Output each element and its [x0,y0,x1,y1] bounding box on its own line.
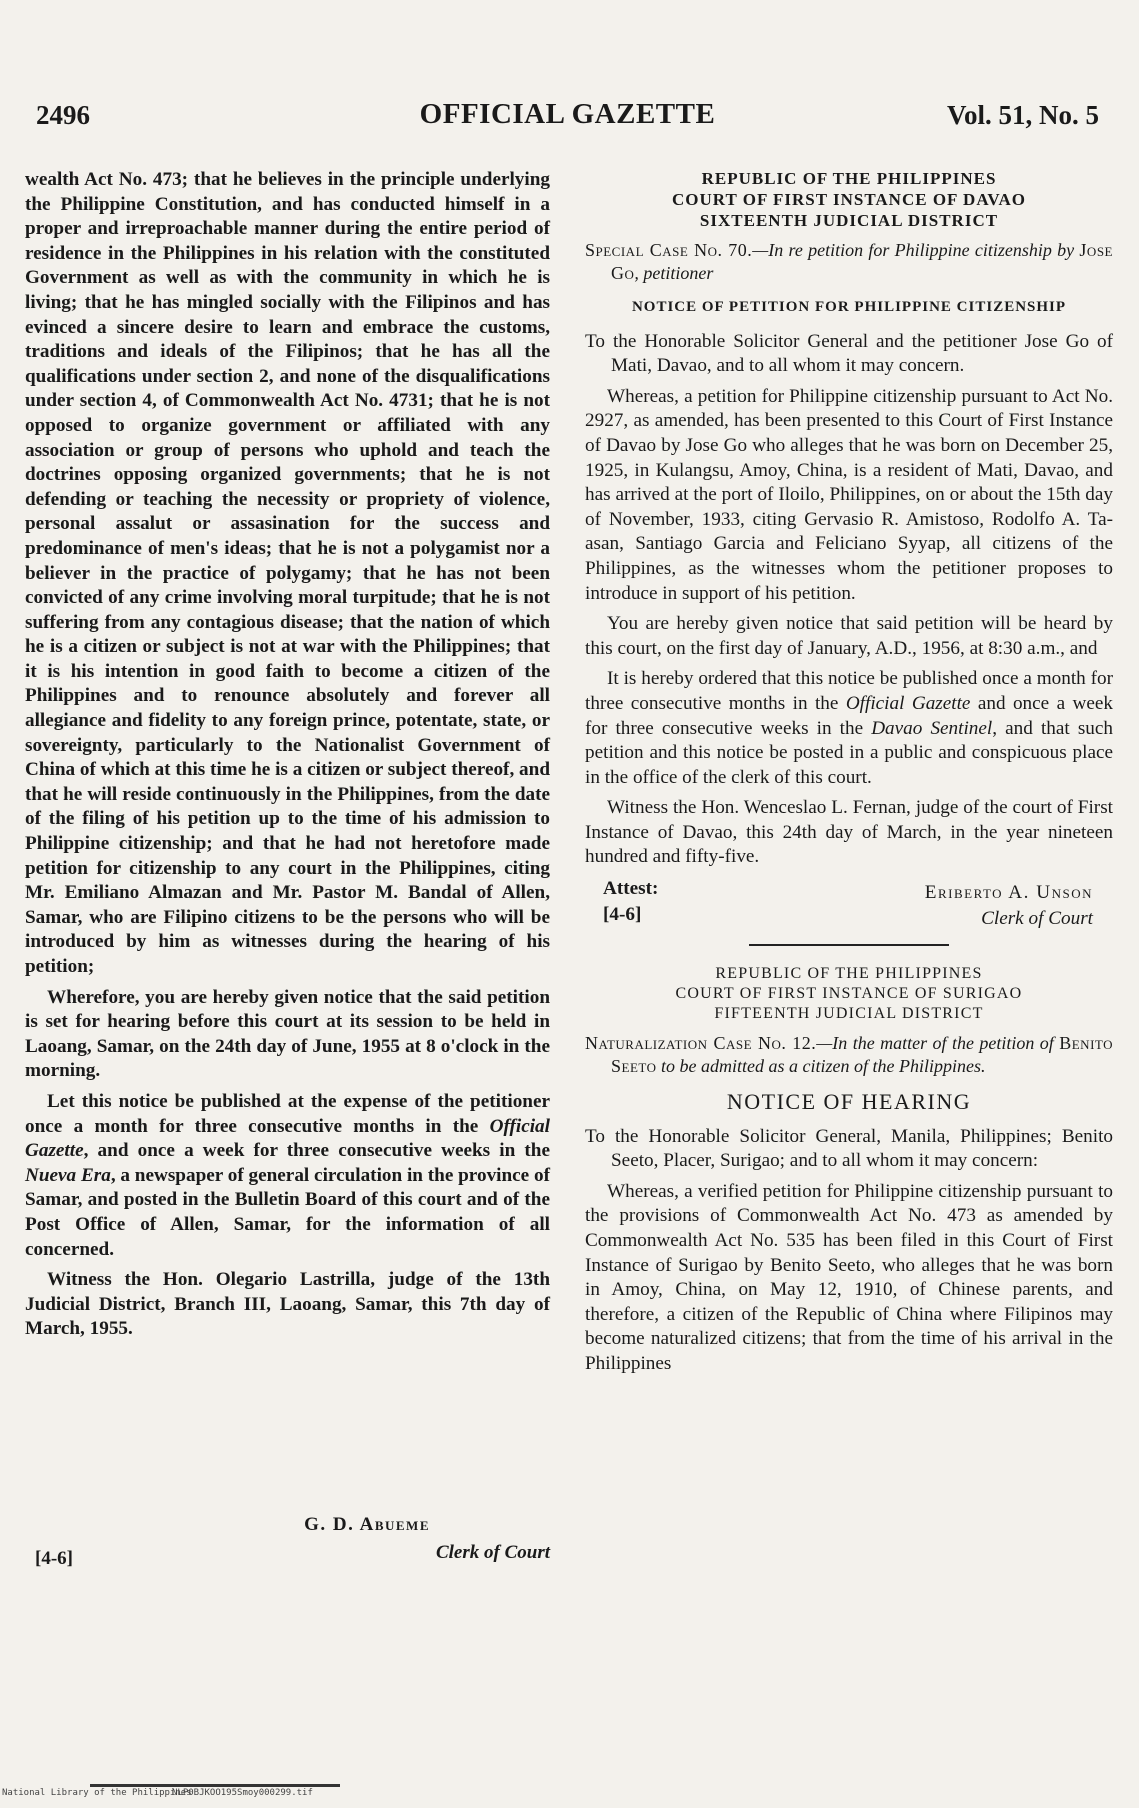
right-column [585,168,1113,1383]
gazette-name: Official Gazette [845,692,971,714]
section-divider [749,944,949,946]
newspaper-name: Davao Sentinel [871,717,993,739]
issue-reference: [4-6] [603,904,642,926]
davao-notice [585,168,1113,930]
clerk-title: Clerk of Court [981,908,1093,930]
case-title: Special Case No. 70.—In re petition for Philippine citizenship by Jose Go, petitioner [585,240,1113,283]
page-header [36,98,1099,138]
attest-label: Attest: [603,878,659,900]
clerk-name: G. D. Abueme [304,1514,430,1535]
continuation-paragraph: wealth Act No. 473; that he believes in the principle underlying the Philippine Constitution, and has conducted himself in a proper and irreproachable manner during the entire period of residence in the Philippines in his relation with the constituted Government as well as with the community in which he is living; that he has mingled socially with the Filipinos and has evinced a sincere desire to learn and embrace the customs, traditions and ideals of the Filipinos; that he has all the qualifications under section 2, and none of the disqualifications under section 4, of Commonwealth Act No. 4731; that he is not opposed to organize government or affiliated with any association or group of persons who uphold and teach the doctrines opposing organized governments; that he is not defending or teaching the necessity or propriety of violence, personal assalut or assasination for the success and predominance of men's ideas; that he is not a polygamist nor a believer in the practice of polygamy; that he has not been convicted of any crime involving moral turpitude; that he is not suffering from any contagious disease; that the nation of which he is a citizen or subject is not at war with the Philippines; that it is his intention in good faith to become a citizen of the Philippines and to renounce absolutely and forever all allegiance and fidelity to any foreign prince, potentate, state, or sovereignty, particularly to the Nationalist Government of China of which at this time he is a citizen or subject thereof, and that he will reside continuously in the Philippines, from the date of the filing of his petition up to the time of his admission to Philippine citizenship; and that he had not heretofore made petition for citizenship to any court in the Philippines, citing Mr. Emiliano Almazan and Mr. Pastor M. Bandal of Allen, Samar, who are Filipino citizens to be the persons who will be introduced by him as witnesses during the hearing of his petition; [25,169,550,977]
whereas-paragraph: Whereas, a petition for Philippine citizenship pursuant to Act No. 2927, as amended, has been presented to this Court of First Instance of Davao by Jose Go who alleges that he was born on December 25, 1925, in Kulangsu, Amoy, China, is a resident of Mati, Davao, and has arrived at the port of Iloilo, Philippines, on or about the 15th day of November, 1933, citing Gervasio R. Amistoso, Rodolfo A. Ta-asan, Santiago Garcia and Feliciano Syyap, all citizens of the Philippines, as the witnesses whom the petitioner proposes to introduce in support of his petition. [585,385,1113,604]
page-number: 2496 [36,100,90,130]
clerk-name: Eriberto A. Unson [924,882,1093,904]
left-signature-block [25,1502,550,1582]
order-paragraph: It is hereby ordered that this notice be published once a month for three consecutive months in the Official Gazette and once a week for three consecutive weeks in the Davao Sentinel, and that such petition and this notice be posted in a public and conspicuous place in the office of the clerk of this court. [585,668,1113,788]
notice-paragraph: You are hereby given notice that said petition will be heard by this court, on the first day of January, A.D., 1956, at 8:30 a.m., and [585,613,1113,659]
addressee: To the Honorable Solicitor General and the petitioner Jose Go of Mati, Davao, and to all whom it may concern. [585,330,1113,377]
newspaper-name: Nueva Era [25,1164,111,1186]
witness-paragraph: Witness the Hon. Wenceslao L. Fernan, judge of the court of First Instance of Davao, this 24th day of March, in the year nineteen hundred and fifty-five. [585,797,1113,868]
library-credit: National Library of the Philippines [2,1788,192,1798]
court-heading: REPUBLIC OF THE PHILIPPINES COURT OF FIRST INSTANCE OF DAVAO SIXTEENTH JUDICIAL DISTRICT [672,169,1026,230]
signature-block [585,876,1113,930]
notice-title: NOTICE OF PETITION FOR PHILIPPINE CITIZENSHIP [631,299,1067,315]
surigao-notice [585,964,1113,1377]
clerk-title: Clerk of Court [435,1542,550,1563]
issue-reference: [4-6] [35,1548,73,1569]
whereas-paragraph: Whereas, a verified petition for Philippine citizenship pursuant to the provisions of Commonwealth Act No. 473 as amended by Commonwealth Act No. 535 has been filed in this Court of First Instance of Surigao by Benito Seeto, who alleges that he was born in Amoy, China, on May 12, 1910, of Chinese parents, and therefore, a citizen of the Republic of China where Filipinos may become naturalized citizens; that from the time of his arrival in the Philippines [585,1180,1113,1374]
case-title: Naturalization Case No. 12.—In the matter of the petition of Benito Seeto to be admitted as a citizen of the Philippines. [585,1033,1113,1077]
left-column [25,168,550,1348]
publication-title: OFFICIAL GAZETTE [419,98,716,130]
scan-footer [0,1786,1139,1802]
notice-title: NOTICE OF HEARING [726,1089,972,1115]
wherefore-paragraph: Wherefore, you are hereby given notice that the said petition is set for hearing before this court at its session to be held in Laoang, Samar, on the 24th day of June, 1955 at 8 o'clock in the morning. [25,986,550,1082]
gazette-name: Official Gazette [25,1115,550,1162]
witness-paragraph: Witness the Hon. Olegario Lastrilla, judge of the 13th Judicial District, Branch III, Laoang, Samar, this 7th day of March, 1955. [25,1269,550,1340]
scan-mark [90,1784,340,1787]
file-name: NLP0BJKOO195Smoy000299.tif [172,1788,313,1798]
publication-paragraph: Let this notice be published at the expense of the petitioner once a month for three consecutive months in the Official Gazette, and once a week for three consecutive weeks in the Nueva Era, a newspaper of general circulation in the province of Samar, and posted in the Bulletin Board of this court and of the Post Office of Allen, Samar, for the information of all concerned. [25,1090,550,1260]
volume-number: Vol. 51, No. 5 [946,100,1099,130]
court-heading: REPUBLIC OF THE PHILIPPINES COURT OF FIRST INSTANCE OF SURIGAO FIFTEENTH JUDICIAL DISTRICT [675,965,1023,1023]
addressee: To the Honorable Solicitor General, Manila, Philippines; Benito Seeto, Placer, Surigao; and to all whom it may concern: [585,1125,1113,1172]
